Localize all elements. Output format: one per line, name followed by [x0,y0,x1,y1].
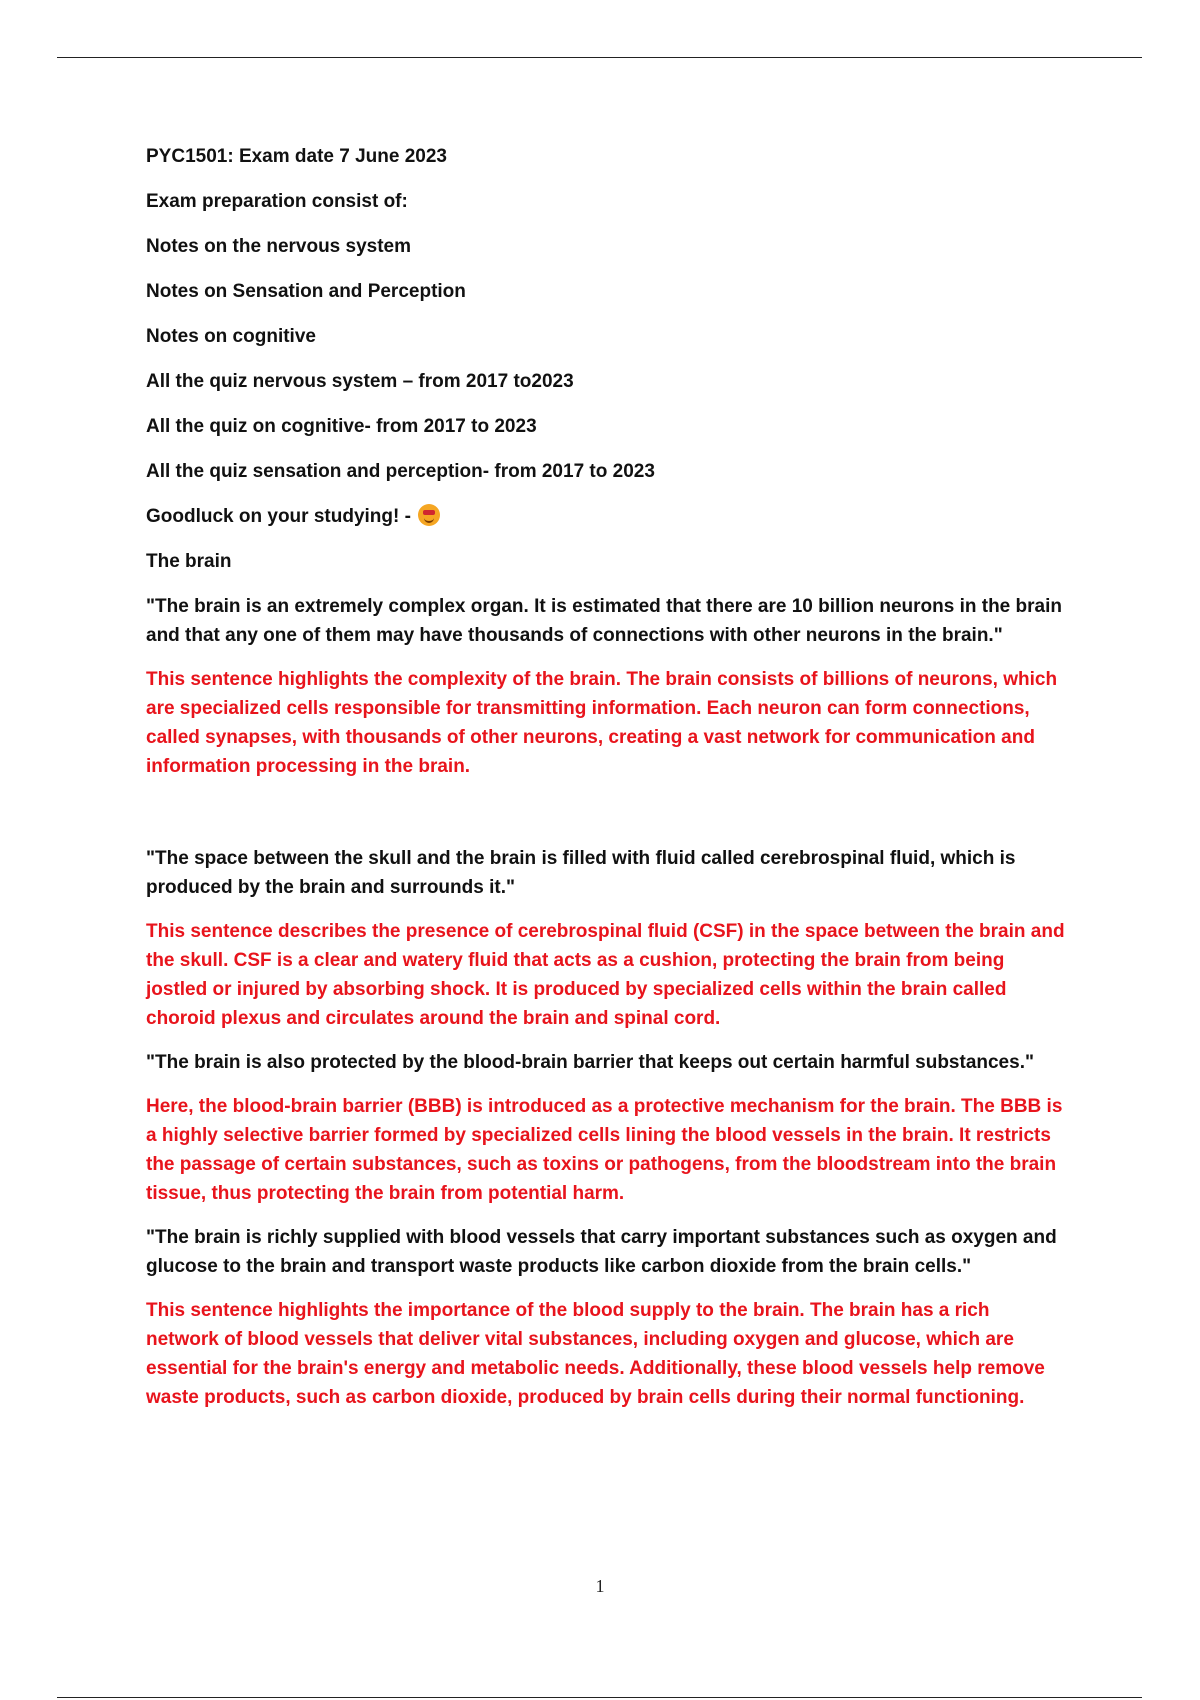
prep-item-quiz-cognitive: All the quiz on cognitive- from 2017 to 2023 [146,416,537,437]
bottom-rule [57,1697,1142,1698]
prep-item-quiz-sensation: All the quiz sensation and perception- from 2017 to 2023 [146,461,655,482]
prep-item-quiz-nervous: All the quiz nervous system – from 2017 to2023 [146,371,574,392]
quote-paragraph: "The space between the skull and the brain is filled with fluid called cerebrospinal fluid, which is produced by the brain and surrounds it." [146,848,1016,898]
quote-paragraph: "The brain is richly supplied with blood vessels that carry important substances such as oxygen and glucose to the brain and transport waste products like carbon dioxide from the brain cells." [146,1227,1057,1277]
prep-item-nervous-system: Notes on the nervous system [146,236,412,257]
exam-prep-heading: Exam preparation consist of: [146,191,408,212]
page-number: 1 [595,1576,605,1596]
explanation-paragraph: This sentence highlights the complexity of the brain. The brain consists of billions of neurons, which are specialized cells responsible for transmitting information. Each neuron can form connections, called synapses, with thousands of other neurons, creating a vast network for communication and information processing in the brain. [146,669,1058,777]
paragraph-spacer [146,796,1066,844]
section-title: The brain [146,551,232,572]
exam-date-line: PYC1501: Exam date 7 June 2023 [146,146,448,167]
goodluck-line [146,502,1066,531]
goodluck-text: Goodluck on your studying! - [146,506,411,527]
quote-paragraph: "The brain is also protected by the blood-brain barrier that keeps out certain harmful substances." [146,1052,1034,1073]
smiling-face-icon [418,504,440,526]
explanation-paragraph: Here, the blood-brain barrier (BBB) is introduced as a protective mechanism for the brain. The BBB is a highly selective barrier formed by specialized cells lining the blood vessels in the brain. It restricts the passage of certain substances, such as toxins or pathogens, from the bloodstream into the brain tissue, thus protecting the brain from potential harm. [146,1096,1063,1204]
explanation-paragraph: This sentence highlights the importance of the blood supply to the brain. The brain has a rich network of blood vessels that deliver vital substances, including oxygen and glucose, which are essential for the brain's energy and metabolic needs. Additionally, these blood vessels help remove waste products, such as carbon dioxide, produced by brain cells during their normal functioning. [146,1300,1045,1408]
top-rule [57,57,1142,58]
document-body [146,142,1066,1427]
prep-item-cognitive: Notes on cognitive [146,326,316,347]
explanation-paragraph: This sentence describes the presence of cerebrospinal fluid (CSF) in the space between the brain and the skull. CSF is a clear and watery fluid that acts as a cushion, protecting the brain from being jostled or injured by absorbing shock. It is produced by specialized cells within the brain called choroid plexus and circulates around the brain and spinal cord. [146,921,1065,1029]
prep-item-sensation-perception: Notes on Sensation and Perception [146,281,466,302]
quote-paragraph: "The brain is an extremely complex organ. It is estimated that there are 10 billion neurons in the brain and that any one of them may have thousands of connections with other neurons in the brain." [146,596,1062,646]
